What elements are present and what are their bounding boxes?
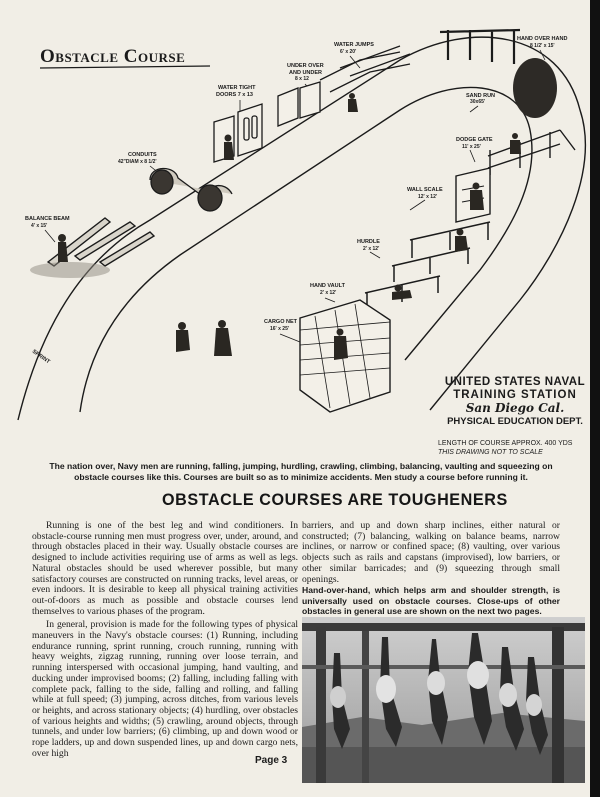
station-credit xyxy=(440,375,590,428)
label-wall-scale: WALL SCALE xyxy=(407,187,443,193)
label-water-jumps: WATER JUMPS xyxy=(334,42,374,48)
label-dodge-gate: DODGE GATE xyxy=(456,137,493,143)
station-line-1: UNITED STATES NAVAL xyxy=(444,376,586,388)
binding-edge xyxy=(590,0,600,797)
label-sand-run: SAND RUN xyxy=(466,93,496,99)
label-under-over: UNDER OVER xyxy=(287,63,324,69)
label-conduits: CONDUITS xyxy=(128,152,157,158)
article-headline: OBSTACLE COURSES ARE TOUGHENERS xyxy=(162,490,508,509)
photo-caption: Hand-over-hand, which helps arm and shoulder strength, is universally used on obstacle courses. Close-ups of other obstacles in general use are shown on the next two pages. xyxy=(302,585,560,617)
label-hand-over-hand-size: 8 1/2' x 15' xyxy=(530,43,555,49)
illustration-title: Obstacle Course xyxy=(40,46,186,67)
label-water-jumps-size: 6' x 20' xyxy=(340,49,357,55)
body-paragraph-3: barriers, and up and down sharp inclines, either natural or constructed; (7) balancing, walking on balance beams, narrow inclines, or narrow or confined space; (8) vaulting, over various objects such as rails and capstans (improvised), low barriers, or other similar barricades; and (9) squeezing through small openings. xyxy=(302,520,560,585)
label-hand-over-hand: HAND OVER HAND xyxy=(517,36,568,42)
course-length-note xyxy=(438,439,572,457)
label-sprint: SPRINT xyxy=(30,348,51,366)
course-length: LENGTH OF COURSE APPROX. 400 YDS xyxy=(438,440,573,447)
page-number: Page 3 xyxy=(255,755,288,766)
sand-run xyxy=(513,58,557,118)
label-under-over-2: AND UNDER xyxy=(289,70,322,76)
label-dodge-gate-size: 11' x 25' xyxy=(462,144,481,150)
hurdles xyxy=(365,222,490,310)
hand-over-hand-photo xyxy=(302,617,585,783)
hand-over-hand-frame xyxy=(440,30,520,64)
not-to-scale-note: THIS DRAWING NOT TO SCALE xyxy=(438,449,543,456)
label-hand-vault-size: 2' x 12' xyxy=(320,290,337,296)
body-paragraph-1: Running is one of the best leg and wind conditioners. In obstacle-course running men must progress over, under, around, and through obstacles placed in their way. Usually obstacle courses are designed to include activities requiring use of arms as well as legs. Natural obstacles should be used wherever possible, but many satisfactory courses are constructed on running tracks, level areas, or even indoors. It is desirable to keep all physical training activities out-of-doors as much as possible and obstacle courses lend themselves to various phases of the program. xyxy=(32,521,298,617)
label-water-tight-doors: WATER TIGHT xyxy=(218,85,256,91)
label-hand-vault: HAND VAULT xyxy=(310,283,345,289)
label-balance-beam-size: 4' x 15' xyxy=(31,223,48,229)
body-column-left xyxy=(32,521,298,771)
station-line-2: TRAINING STATION xyxy=(453,389,577,401)
body-column-right xyxy=(302,521,560,588)
label-hurdle: HURDLE xyxy=(357,239,380,245)
station-line-3: San Diego Cal. xyxy=(465,401,565,415)
label-water-tight-doors-2: DOORS 7 x 13 xyxy=(216,92,253,98)
illustration-caption: The nation over, Navy men are running, falling, jumping, hurdling, crawling, climbing, balancing, vaulting and squeezing on obstacle courses like this. Courses are built so as to minimize accidents. Men study a course before running it. xyxy=(49,461,553,482)
body-paragraph-2: In general, provision is made for the following types of physical maneuvers in the Navy's obstacle courses: (1) Running, including endurance running, sprint running, crouch running, running with heavy weights, zigzag running, running over loose terrain, and running interspersed with occasional jumping, hand vaulting, and ducking under improvised booms; (2) falling, including falling with complete pack, falling to the side, falling and rolling, and falling while at full speed; (3) jumping, across ditches, from various levels or heights, and across stationary objects; (4) hurdling, over obstacles of various heights and widths; (5) crawling, around objects, through tunnels, and under low barriers; (6) climbing, up and down wood or rope ladders, up and down suspended lines, up and down cargo nets, over high xyxy=(32,619,298,759)
station-line-4: PHYSICAL EDUCATION DEPT. xyxy=(447,416,583,427)
label-hurdle-size: 2' x 12' xyxy=(363,246,380,252)
label-cargo-net-size: 16' x 25' xyxy=(270,326,290,332)
label-wall-scale-size: 12' x 12' xyxy=(418,194,438,200)
label-sand-run-size: 30x65' xyxy=(470,99,486,105)
label-cargo-net: CARGO NET xyxy=(264,319,297,325)
label-conduits-size: 42"DIAM x 8 1/2' xyxy=(118,159,157,165)
label-balance-beam: BALANCE BEAM xyxy=(25,216,70,222)
label-under-over-size: 8 x 12 xyxy=(295,76,309,82)
